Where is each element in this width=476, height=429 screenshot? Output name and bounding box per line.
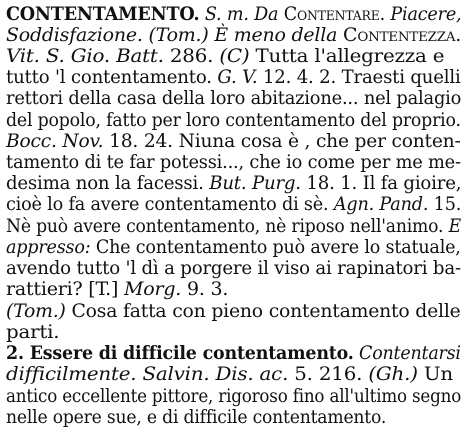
entry-line: [6, 279, 228, 301]
entry-text-run: S. m.: [204, 4, 249, 25]
entry-text-run: Che contentamento può avere lo statuale,: [90, 237, 461, 258]
entry-line: [6, 258, 461, 280]
entry-text-run: 2. Essere di difficile contentamento.: [6, 343, 354, 364]
entry-text-run: 5. 216.: [288, 364, 369, 385]
entry-text-run: Piacere,: [390, 4, 462, 25]
entry-text-run: Agn. Pand.: [333, 194, 429, 215]
entry-text-run: (Tom.): [6, 301, 66, 322]
entry-text-run: .: [379, 4, 391, 25]
entry-line: [6, 25, 461, 47]
entry-line: [6, 301, 461, 323]
entry-line: [6, 322, 59, 344]
entry-text-run: antico eccellente pittore, rigoroso fino all'ultimo segno: [6, 386, 462, 407]
entry-line: [6, 407, 386, 429]
entry-text-run: CONTENTAMENTO.: [6, 4, 200, 25]
entry-text-run: del popolo, fatto per loro contentamento del proprio.: [6, 110, 461, 131]
entry-text-run: 286.: [163, 46, 220, 67]
entry-line: [6, 194, 461, 216]
entry-text-run: Morg.: [124, 279, 182, 300]
entry-line: [6, 46, 444, 68]
entry-line: [6, 386, 461, 408]
entry-line: [6, 216, 461, 238]
entry-text-run: 18. 24. Niuna cosa è , che per conten-: [103, 131, 461, 152]
entry-text-run: tamento di te far potessi..., che io come per me me-: [6, 152, 461, 173]
entry-line: [6, 88, 461, 110]
entry-text-run: (Gh.): [368, 364, 418, 385]
entry-text-run: (Tom.): [148, 25, 209, 46]
entry-text-run: E: [448, 216, 461, 237]
entry-text-run: 18. 1. Il fa gioire,: [300, 173, 462, 194]
entry-text-run: Contentezza: [343, 25, 456, 46]
entry-text-run: 9. 3.: [181, 279, 229, 300]
entry-text-run: tutto 'l contentamento.: [6, 67, 218, 88]
entry-text-run: desima non la facessi.: [6, 173, 210, 194]
entry-text-run: Soddisfazione.: [6, 25, 143, 46]
entry-text-run: But. Purg.: [209, 173, 301, 194]
entry-line: [6, 67, 461, 89]
entry-text-run: Vit. S. Gio. Batt.: [6, 46, 164, 67]
entry-text-run: Tutta l'allegrezza e: [249, 46, 445, 67]
entry-line: [6, 4, 461, 26]
entry-line: [6, 110, 461, 132]
entry-text-run: rattieri? [T.]: [6, 279, 125, 300]
entry-text-run: G. V.: [217, 67, 258, 88]
entry-line: [6, 343, 461, 365]
entry-text-run: Bocc. Nov.: [6, 131, 104, 152]
entry-text-run: difficilmente. Salvin. Dis. ac.: [6, 364, 289, 385]
entry-text-run: .: [455, 25, 462, 46]
entry-text-run: Contentare: [283, 4, 380, 25]
entry-line: [6, 131, 461, 153]
entry-text-run: È meno della: [214, 25, 344, 46]
entry-text-run: rettori della casa della loro abitazione... nel palagio: [6, 88, 462, 109]
entry-text-run: cioè lo fa avere contentamento di sè.: [6, 194, 334, 215]
entry-text-run: Nè può avere contentamento, nè riposo nell'animo.: [6, 216, 449, 237]
entry-text-run: Da: [254, 4, 284, 25]
entry-text-run: Contentarsi: [359, 343, 461, 364]
entry-text-run: avendo tutto 'l dì a porgere il viso ai rapinatori ba-: [6, 258, 461, 279]
entry-text-run: nelle opere sue, e di difficile contentamento.: [6, 407, 387, 428]
entry-text-run: 15.: [428, 194, 462, 215]
entry-text-run: (C): [219, 46, 250, 67]
entry-text-run: Cosa fatta con pieno contentamento delle: [65, 301, 461, 322]
entry-text-run: appresso:: [6, 237, 91, 258]
entry-line: [6, 173, 461, 195]
entry-line: [6, 237, 461, 259]
entry-line: [6, 152, 461, 174]
entry-line: [6, 364, 453, 386]
entry-text-run: Un: [417, 364, 453, 385]
entry-text-run: parti.: [6, 322, 60, 343]
entry-text-run: 12. 4. 2. Traesti quelli: [257, 67, 461, 88]
